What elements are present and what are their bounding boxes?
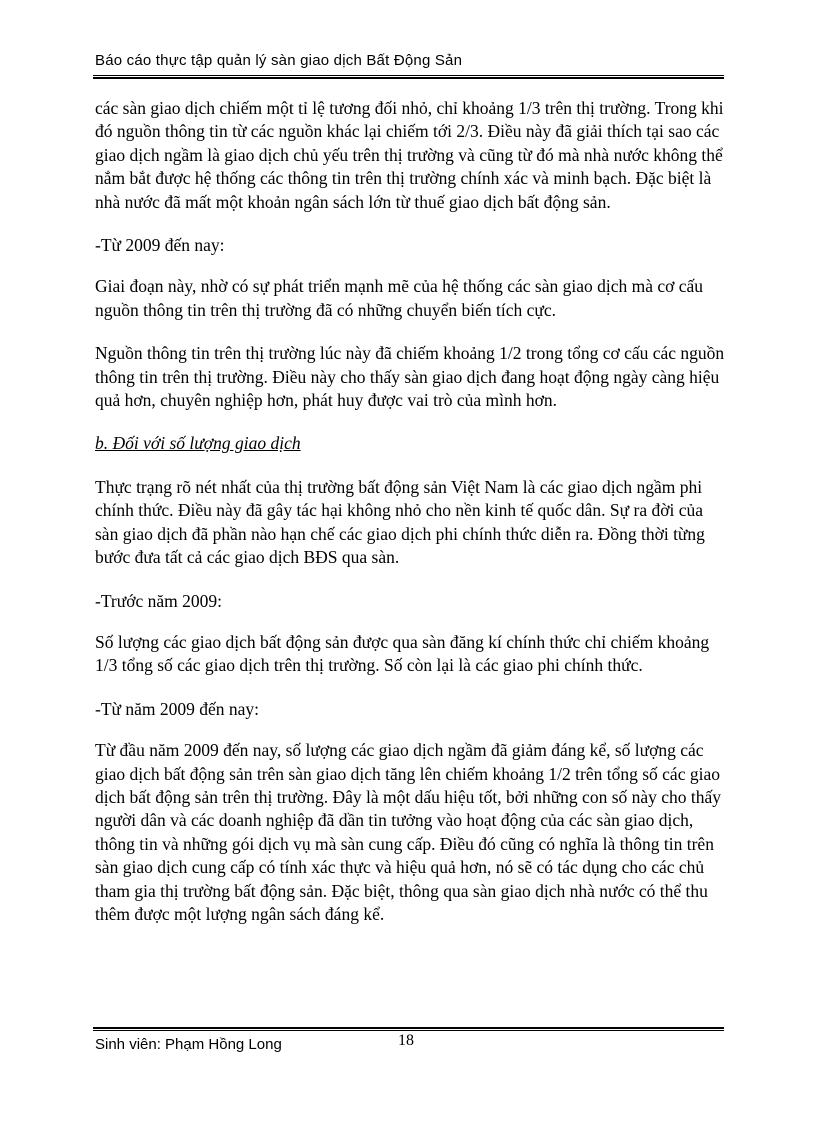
footer-student-name: Sinh viên: Phạm Hồng Long [95, 1036, 282, 1053]
page-number: 18 [398, 1032, 414, 1049]
header-divider [93, 75, 724, 79]
body-content [95, 97, 725, 946]
paragraph-3: Giai đoạn này, nhờ có sự phát triển mạnh mẽ của hệ thống các sàn giao dịch mà cơ cấu nguồn thông tin trên thị trường đã có những chuyển biến tích cực. [95, 276, 704, 320]
paragraph-7: Số lượng các giao dịch bất động sản được qua sàn đăng kí chính thức chỉ chiếm khoảng 1/3 tổng số các giao dịch trên thị trường. Số còn lại là các giao phi chính thức. [95, 631, 710, 676]
footer-divider [93, 1027, 724, 1031]
paragraph-before-2009: -Trước năm 2009: [95, 590, 222, 611]
paragraph-5: Thực trạng rõ nét nhất của thị trường bất động sản Việt Nam là các giao dịch ngầm phi chính thức. Điều này đã gây tác hại không nhỏ cho nền kinh tế quốc dân. Sự ra đời của sàn giao dịch đã phần nào hạn chế các giao dịch phi chính thức diễn ra. Đồng thời từng bước đưa tất cả các giao dịch BĐS qua sàn. [95, 476, 705, 568]
running-header: Báo cáo thực tập quản lý sàn giao dịch Bất Động Sản [95, 52, 463, 69]
paragraph-9: Từ đầu năm 2009 đến nay, số lượng các giao dịch ngầm đã giảm đáng kể, số lượng các giao dịch bất động sản trên sàn giao dịch tăng lên chiếm khoảng 1/2 trên tổng số các giao dịch bất động sản trên thị trường. Đây là một dấu hiệu tốt, bởi những con số này cho thấy người dân và các doanh nghiệp đã dần tin tưởng vào hoạt động của các sàn giao dịch, thông tin và những gói dịch vụ mà sàn cung cấp. Điều đó cũng có nghĩa là thông tin trên sàn giao dịch cung cấp có tính xác thực và hiệu quả hơn, nó sẽ có tác dụng cho các chủ tham gia thị trường bất động sản. Đặc biệt, thông qua sàn giao dịch nhà nước có thể thu thêm được một lượng ngân sách đáng kể. [95, 740, 722, 924]
section-heading-b: b. Đối với số lượng giao dịch [95, 433, 301, 454]
paragraph-from-2009: -Từ 2009 đến nay: [95, 235, 225, 256]
paragraph-1: các sàn giao dịch chiếm một tỉ lệ tương đối nhỏ, chỉ khoảng 1/3 trên thị trường. Trong khi đó nguồn thông tin từ các nguồn khác lại chiếm tới 2/3. Điều này đã giải thích tại sao các giao dịch ngầm là giao dịch chủ yếu trên thị trường và cũng từ đó mà nhà nước không thể nắm bắt được hệ thống các thông tin trên thị trường chính xác và minh bạch. Đặc biệt là nhà nước đã mất một khoản ngân sách lớn từ thuế giao dịch bất động sản. [95, 98, 724, 212]
paragraph-from-year-2009: -Từ năm 2009 đến nay: [95, 698, 260, 719]
paragraph-4: Nguồn thông tin trên thị trường lúc này đã chiếm khoảng 1/2 trong tổng cơ cấu các nguồn thông tin trên thị trường. Điều này cho thấy sàn giao dịch đang hoạt động ngày càng hiệu quả hơn, chuyên nghiệp hơn, phát huy được vai trò của mình hơn. [95, 343, 725, 411]
